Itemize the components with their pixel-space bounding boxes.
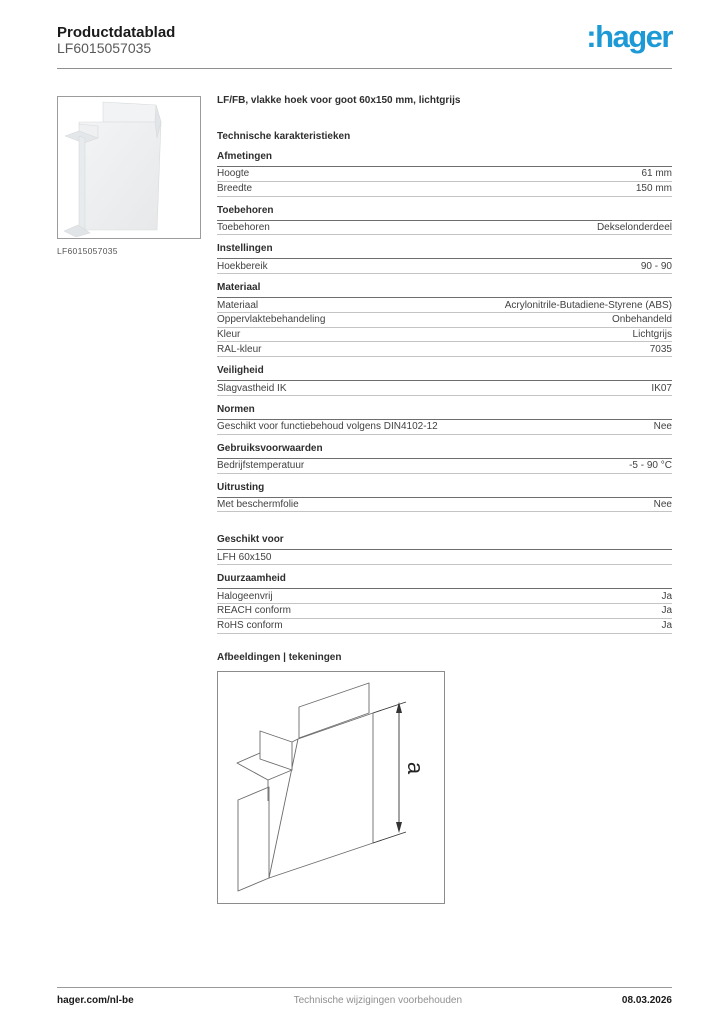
spec-label: RoHS conform (217, 620, 283, 632)
spec-label: Geschikt voor functiebehoud volgens DIN4102-12 (217, 421, 438, 433)
footer-date: 08.03.2026 (621, 995, 672, 1006)
spec-row (217, 313, 672, 328)
spec-section (217, 404, 672, 435)
hager-logo: :hager (586, 19, 672, 54)
spec-row (217, 342, 672, 357)
spec-section (217, 534, 672, 565)
spec-label: Breedte (217, 183, 253, 195)
spec-section-title: Uitrusting (217, 482, 672, 498)
spec-value: Lichtgrijs (632, 329, 672, 341)
spec-row (217, 182, 672, 197)
spec-value: 61 mm (641, 168, 672, 180)
spec-value: Ja (661, 620, 672, 632)
spec-label: REACH conform (217, 605, 291, 617)
tech-characteristics-heading: Technische karakteristieken (217, 131, 351, 142)
product-photo-caption: LF6015057035 (57, 246, 118, 256)
product-reference: LF6015057035 (57, 40, 152, 56)
spec-section (217, 243, 672, 274)
spec-value: 150 mm (635, 183, 672, 195)
spec-row (217, 459, 672, 474)
spec-row (217, 619, 672, 634)
drawings-heading: Afbeeldingen | tekeningen (217, 651, 342, 663)
page-header (57, 0, 672, 69)
spec-value: Acrylonitrile-Butadiene-Styrene (ABS) (504, 299, 672, 311)
spec-section-title: Geschikt voor (217, 534, 672, 550)
dimension-label: a (403, 761, 428, 774)
spec-value: Onbehandeld (611, 314, 672, 326)
spec-label: Hoekbereik (217, 260, 268, 272)
spec-value: Dekselonderdeel (596, 221, 672, 233)
spec-section (217, 482, 672, 513)
spec-sections (217, 151, 672, 634)
spec-value: Ja (661, 605, 672, 617)
spec-value: -5 - 90 °C (629, 460, 672, 472)
spec-row (217, 604, 672, 619)
technical-drawing (218, 672, 444, 903)
technical-drawing-frame (217, 671, 445, 904)
spec-value: Nee (653, 421, 672, 433)
spec-section (217, 205, 672, 236)
spec-value: 7035 (649, 343, 672, 355)
spec-label: Slagvastheid IK (217, 382, 287, 394)
spec-row (217, 298, 672, 313)
spec-label: LFH 60x150 (217, 551, 272, 563)
spec-section-title: Veiligheid (217, 365, 672, 381)
spec-row (217, 328, 672, 343)
spec-section-title: Instellingen (217, 243, 672, 259)
product-photo (59, 98, 199, 237)
spec-section (217, 365, 672, 396)
spec-section-title: Materiaal (217, 282, 672, 298)
spec-value: 90 - 90 (640, 260, 672, 272)
spec-label: Kleur (217, 329, 241, 341)
product-photo-column (57, 96, 201, 256)
dimension-lines (373, 702, 406, 843)
spec-section-title: Afmetingen (217, 151, 672, 167)
spec-row (217, 381, 672, 396)
spec-row (217, 498, 672, 513)
spec-value: IK07 (651, 382, 672, 394)
page-footer (57, 987, 672, 1006)
product-photo-frame (57, 96, 201, 239)
spec-label: Hoogte (217, 168, 250, 180)
spec-value: Ja (661, 590, 672, 602)
spec-section-title: Duurzaamheid (217, 573, 672, 589)
spec-label: Oppervlaktebehandeling (217, 314, 326, 326)
spec-label: Toebehoren (217, 221, 270, 233)
spec-section (217, 151, 672, 197)
document-type-title: Productdatablad (57, 24, 176, 41)
product-title: LF/FB, vlakke hoek voor goot 60x150 mm, lichtgrijs (217, 95, 461, 106)
spec-label: Halogeenvrij (217, 590, 273, 602)
spec-section-title: Toebehoren (217, 205, 672, 221)
spec-section (217, 573, 672, 633)
spec-value: Nee (653, 498, 672, 510)
spec-label: Bedrijfstemperatuur (217, 460, 305, 472)
spec-section-title: Normen (217, 404, 672, 420)
spec-row (217, 420, 672, 435)
spec-row (217, 259, 672, 274)
spec-row (217, 589, 672, 604)
spec-row (217, 550, 672, 565)
spec-row (217, 221, 672, 236)
spec-label: Materiaal (217, 299, 259, 311)
spec-label: RAL-kleur (217, 343, 262, 355)
spec-row (217, 167, 672, 182)
main-content (217, 88, 672, 904)
spec-section (217, 443, 672, 474)
spec-section (217, 282, 672, 357)
spec-section-title: Gebruiksvoorwaarden (217, 443, 672, 459)
spec-label: Met beschermfolie (217, 498, 299, 510)
footer-disclaimer: Technische wijzigingen voorbehouden (293, 995, 463, 1006)
footer-website-link[interactable]: hager.com/nl-be (57, 995, 134, 1006)
